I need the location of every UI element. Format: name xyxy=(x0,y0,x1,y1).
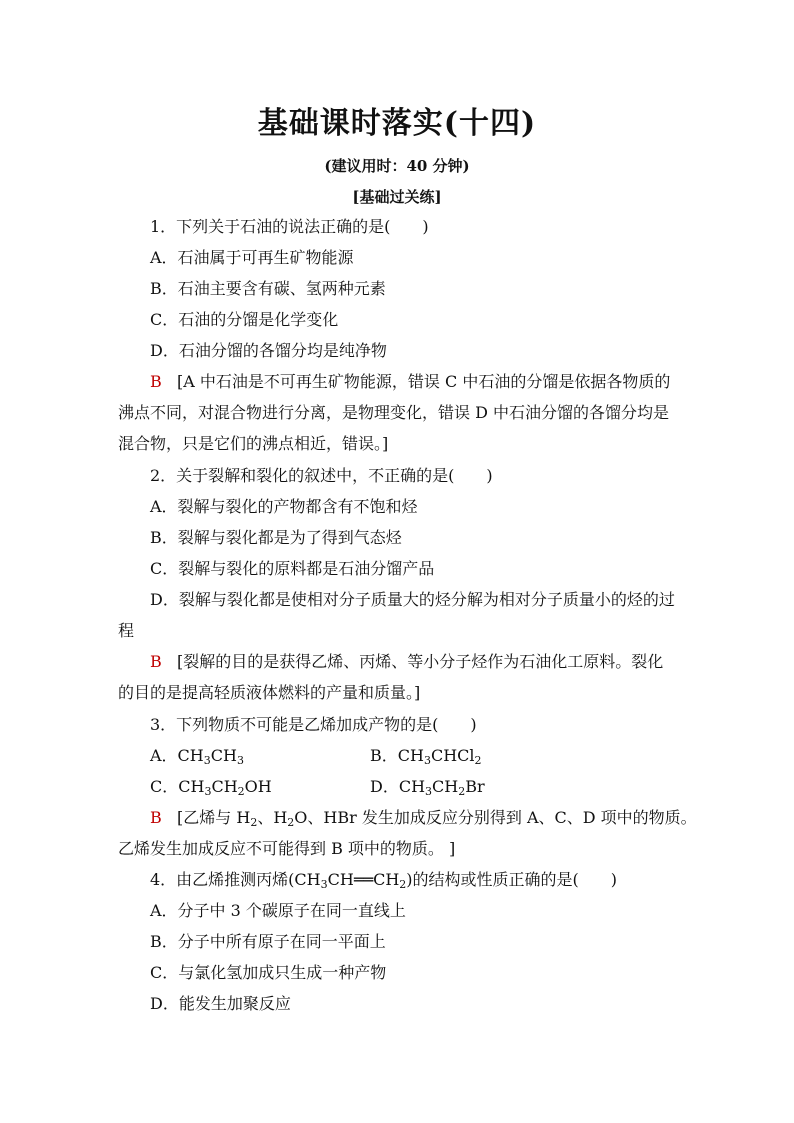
page-title: 基础课时落实(十四) xyxy=(257,106,537,141)
q4-option-d: D．能发生加聚反应 xyxy=(150,994,291,1013)
q3-explanation-line1: B [乙烯与 $H_2$、$H_2O$、HBr 发生加成反应分别得到 A、C、D 项中的物质。 xyxy=(150,808,697,829)
q2-answer: B xyxy=(150,652,162,671)
q1-option-a: A．石油属于可再生矿物能源 xyxy=(150,248,354,267)
q2-exp2: 的目的是提高轻质液体燃料的产量和质量。] xyxy=(118,683,421,702)
q4-option-b: B．分子中所有原子在同一平面上 xyxy=(150,932,386,951)
q4-option-a: A．分子中 3 个碳原子在同一直线上 xyxy=(150,901,406,920)
section-heading: [基础过关练] xyxy=(352,188,442,206)
q3-option-a: A．$CH_3CH_3$ xyxy=(150,746,244,767)
q3-answer: B xyxy=(150,808,162,827)
q3-exp2: 乙烯发生加成反应不可能得到 B 项中的物质。 ] xyxy=(118,839,456,858)
q1-option-b: B．石油主要含有碳、氢两种元素 xyxy=(150,279,386,298)
q3-stem: 3．下列物质不可能是乙烯加成产物的是( ) xyxy=(150,715,477,734)
q1-option-c: C．石油的分馏是化学变化 xyxy=(150,310,339,329)
q2-exp1: [裂解的目的是获得乙烯、丙烯、等小分子烃作为石油化工原料。裂化 xyxy=(177,652,664,671)
q4-stem: 4．由乙烯推测丙烯$(CH_3CH══CH_2)$的结构或性质正确的是( ) xyxy=(150,870,618,891)
q3-option-b: B．$CH_3CHCl_2$ xyxy=(370,746,482,767)
q2-option-a: A．裂解与裂化的产物都含有不饱和烃 xyxy=(150,497,418,516)
q1-exp1: [A 中石油是不可再生矿物能源，错误 C 中石油的分馏是依据各物质的 xyxy=(177,372,671,391)
q1-exp3: 混合物，只是它们的沸点相近，错误。] xyxy=(118,434,389,453)
q2-option-d-cont: 程 xyxy=(118,621,135,640)
q4-option-c: C．与氯化氢加成只生成一种产物 xyxy=(150,963,387,982)
q1-stem: 1．下列关于石油的说法正确的是( ) xyxy=(150,217,429,236)
q1-option-d: D．石油分馏的各馏分均是纯净物 xyxy=(150,341,387,360)
q1-answer: B xyxy=(150,372,162,391)
q2-option-c: C．裂解与裂化的原料都是石油分馏产品 xyxy=(150,559,435,578)
q1-exp2: 沸点不同，对混合物进行分离，是物理变化，错误 D 中石油分馏的各馏分均是 xyxy=(118,403,670,422)
q2-option-b: B．裂解与裂化都是为了得到气态烃 xyxy=(150,528,402,547)
q3-option-d: D．$CH_3CH_2Br$ xyxy=(370,777,485,798)
q1-explanation-line1 xyxy=(150,372,670,392)
q3-option-c: C．$CH_3CH_2OH$ xyxy=(150,777,272,798)
q2-option-d: D．裂解与裂化都是使相对分子质量大的烃分解为相对分子质量小的烃的过 xyxy=(150,590,675,609)
suggested-time: (建议用时：40 分钟) xyxy=(324,157,470,175)
q2-explanation-line1 xyxy=(150,652,663,672)
q2-stem: 2．关于裂解和裂化的叙述中，不正确的是( ) xyxy=(150,466,493,485)
